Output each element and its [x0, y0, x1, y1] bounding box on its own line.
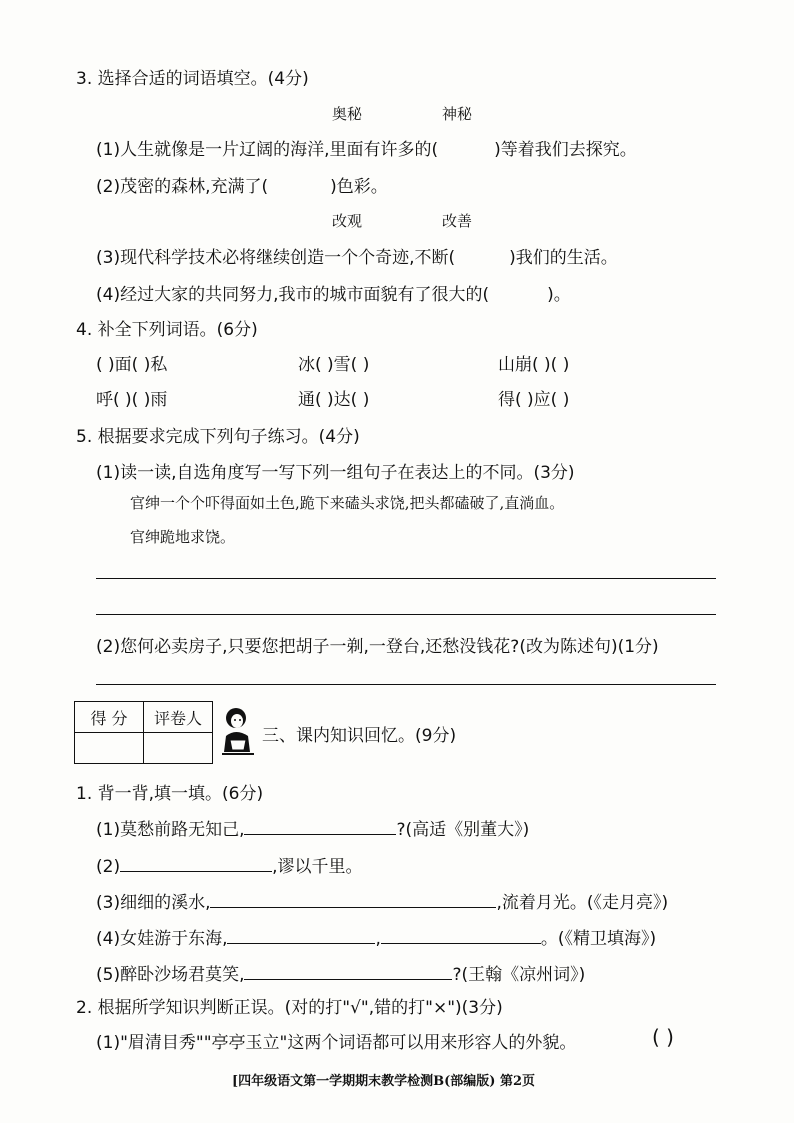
answer-blank[interactable]	[227, 929, 375, 944]
q5-sub2: (2)您何必卖房子,只要您把胡子一剃,一登台,还愁没钱花?(改为陈述句)(1分)	[96, 637, 659, 657]
answer-blank[interactable]	[244, 965, 452, 980]
q5-title: 5. 根据要求完成下列句子练习。(4分)	[76, 427, 360, 447]
student-reading-icon	[216, 706, 260, 758]
answer-blank[interactable]	[120, 857, 272, 872]
grader-cell[interactable]	[144, 733, 213, 764]
recall-line-5: (5)醉卧沙场君莫笑, ?(王翰《凉州词》)	[96, 965, 586, 985]
sentence-b: 官绅跪地求饶。	[130, 528, 236, 546]
score-box	[74, 701, 213, 764]
word-option: 改观	[332, 212, 363, 230]
score-label: 得 分	[75, 702, 144, 733]
word-option: 神秘	[442, 105, 473, 123]
q5-sub1: (1)读一读,自选角度写一写下列一组句子在表达上的不同。(3分)	[96, 463, 575, 483]
page-footer: [四年级语文第一学期期末教学检测B(部编版) 第2页	[232, 1074, 536, 1089]
q4-title: 4. 补全下列词语。(6分)	[76, 320, 258, 340]
q3-sentence-2: (2)茂密的森林,充满了( )色彩。	[96, 177, 388, 197]
judge-answer-paren[interactable]: ( )	[652, 1025, 674, 1049]
idiom-item[interactable]: 冰( )雪( )	[298, 355, 370, 375]
q3-title: 3. 选择合适的词语填空。(4分)	[76, 69, 309, 89]
idiom-item[interactable]: ( )面( )私	[96, 355, 168, 375]
recall-title: 1. 背一背,填一填。(6分)	[76, 784, 264, 804]
q3-sentence-1: (1)人生就像是一片辽阔的海洋,里面有许多的( )等着我们去探究。	[96, 140, 637, 160]
recall-line-3: (3)细细的溪水, ,流着月光。(《走月亮》)	[96, 893, 669, 913]
idiom-item[interactable]: 得( )应( )	[498, 390, 570, 410]
answer-line[interactable]	[96, 684, 716, 685]
grader-label: 评卷人	[144, 702, 213, 733]
word-option: 改善	[442, 212, 473, 230]
recall-line-2: (2) ,谬以千里。	[96, 857, 363, 877]
word-option: 奥秘	[332, 105, 363, 123]
recall-line-4: (4)女娃游于东海, , 。(《精卫填海》)	[96, 929, 657, 949]
answer-line[interactable]	[96, 614, 716, 615]
recall-line-1: (1)莫愁前路无知己, ?(高适《别董大》)	[96, 820, 530, 840]
sentence-a: 官绅一个个吓得面如土色,跪下来磕头求饶,把头都磕破了,直淌血。	[130, 494, 565, 512]
idiom-item[interactable]: 呼( )( )雨	[96, 390, 168, 410]
answer-line[interactable]	[96, 578, 716, 579]
answer-blank[interactable]	[244, 820, 396, 835]
q3-sentence-4: (4)经过大家的共同努力,我市的城市面貌有了很大的( )。	[96, 285, 571, 305]
judge-item-1: (1)"眉清目秀""亭亭玉立"这两个词语都可以用来形容人的外貌。	[96, 1033, 577, 1053]
score-cell[interactable]	[75, 733, 144, 764]
answer-blank[interactable]	[210, 893, 496, 908]
q3-sentence-3: (3)现代科学技术必将继续创造一个个奇迹,不断( )我们的生活。	[96, 248, 618, 268]
idiom-item[interactable]: 山崩( )( )	[498, 355, 570, 375]
section-3-title: 三、课内知识回忆。(9分)	[262, 726, 457, 746]
answer-blank[interactable]	[381, 929, 541, 944]
judge-title: 2. 根据所学知识判断正误。(对的打"√",错的打"×")(3分)	[76, 998, 503, 1018]
idiom-item[interactable]: 通( )达( )	[298, 390, 370, 410]
